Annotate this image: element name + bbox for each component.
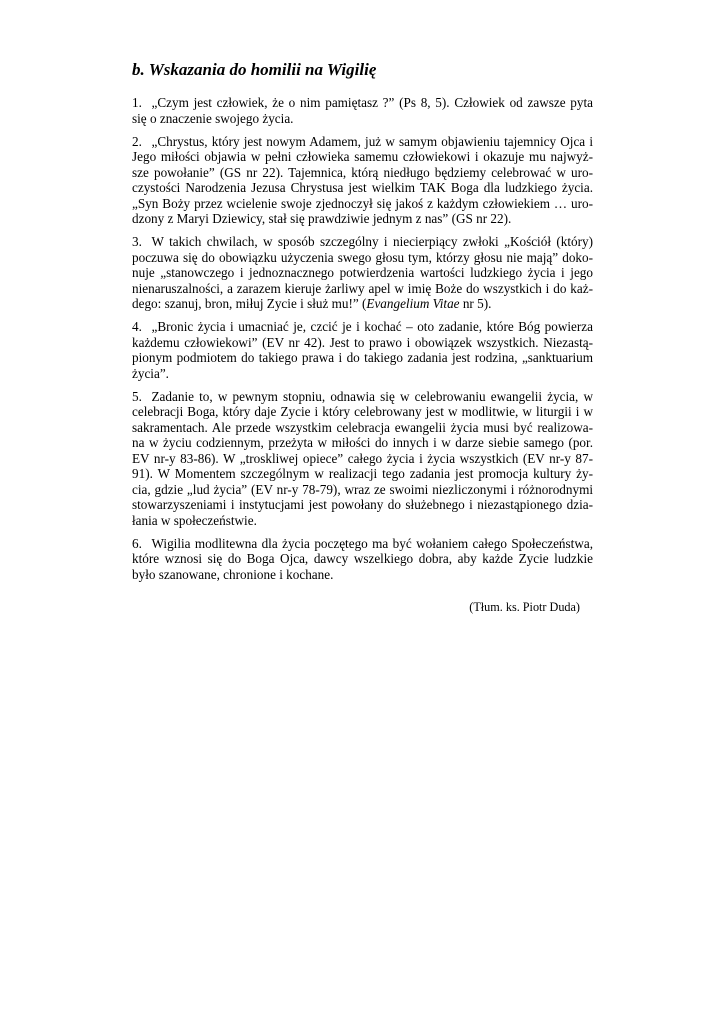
text-line: sze powołanie” (GS nr 22). Tajemnica, którą niedługo będziemy celebrować w uro- — [132, 164, 593, 180]
text-line: 91). W Momentem szczególnym w realizacji tego zadania jest promocja kultury ży- — [132, 466, 593, 481]
paragraph-number: 2. — [132, 133, 142, 149]
text-line — [132, 234, 593, 250]
text-line: celebracji Boga, który daje Zycie i który celebrowany jest w modlitwie, w liturgii i w — [132, 404, 593, 419]
text-line: „Syn Boży przez wcielenie swoje zjednoczył się jakoś z każdym człowiekiem … uro- — [132, 195, 593, 211]
line-text: Wigilia modlitewna dla życia poczętego ma być wołaniem całego Społeczeństwa, — [151, 535, 593, 551]
text-line: poczuwa się do obowiązku użyczenia swego głosu tym, którzy głosu nie mają” doko- — [132, 249, 593, 265]
text-line: stowarzyszeniami i instytucjami jest powołany do służebnego i niezastąpionego dzia- — [132, 497, 593, 512]
paragraph-5 — [132, 389, 593, 529]
text-line — [132, 536, 593, 552]
paragraph-2 — [132, 134, 593, 227]
line-text: Zadanie to, w pewnym stopniu, odnawia się w celebrowaniu ewangelii życia, w — [151, 388, 593, 404]
text-line: EV nr-y 83-86). W „troskliwej opiece” całego życia i życia wszystkich (EV nr-y 87- — [132, 450, 593, 466]
paragraph-number: 3. — [132, 234, 142, 249]
line-text: dego: szanuj, bron, miłuj Zycie i służ mu!” ( — [132, 296, 367, 311]
paragraph-number: 6. — [132, 535, 142, 551]
translator-credit: (Tłum. ks. Piotr Duda) — [469, 600, 580, 614]
paragraph-3 — [132, 234, 593, 312]
text-line: było szanowane, chronione i kochane. — [132, 566, 334, 582]
text-line — [132, 95, 593, 111]
text-line: sakramentach. Ale przede wszystkim celebracja ewangelii życia musi być realizowa- — [132, 419, 593, 435]
document-title: b. Wskazania do homilii na Wigilię — [132, 60, 377, 79]
text-line: czystości Narodzenia Jezusa Chrystusa jest wielkim TAK Boga dla ludzkiego życia. — [132, 180, 593, 195]
paragraph-6 — [132, 536, 593, 583]
text-line: łania w społeczeństwie. — [132, 512, 257, 528]
paragraph-number: 1. — [132, 95, 142, 110]
text-line: się o znaczenie swojego życia. — [132, 110, 294, 126]
paragraph-number: 5. — [132, 388, 142, 404]
text-line: Jego miłości objawia w pełni człowieka samemu człowiekowi i okazuje mu najwyż- — [132, 149, 593, 164]
line-text: W takich chwilach, w sposób szczególny i niecierpiący zwłoki „Kościół (który) — [151, 234, 593, 249]
text-line — [132, 296, 593, 312]
line-text: „Chrystus, który jest nowym Adamem, już w samym objawieniu tajemnicy Ojca i — [151, 133, 593, 149]
text-line — [132, 389, 593, 405]
text-line: dzony z Maryi Dziewicy, stał się prawdziwie jednym z nas” (GS nr 22). — [132, 211, 512, 226]
line-text: nr 5). — [459, 296, 492, 311]
text-line: nienaruszalności, a zarazem kieruje żarliwy apel w imię Boże do wszystkich i do każ- — [132, 280, 593, 296]
line-text: „Bronic życia i umacniać je, czcić je i kochać – oto zadanie, które Bóg powierza — [151, 319, 593, 334]
paragraph-4 — [132, 319, 593, 381]
text-line — [132, 134, 593, 150]
text-line: nuje „stanowczego i jednoznacznego potwierdzenia wartości ludzkiego życia i jego — [132, 265, 593, 280]
paragraph-number: 4. — [132, 319, 142, 334]
text-line: życia”. — [132, 365, 169, 381]
document-body — [132, 95, 593, 590]
text-line: które wznosi się do Boga Ojca, dawcy wszelkiego dobra, aby każde Zycie ludzkie — [132, 551, 593, 566]
text-line — [132, 319, 593, 335]
italic-citation: Evangelium Vitae — [366, 296, 460, 311]
text-line: cia, gdzie „lud życia” (EV nr-y 78-79), wraz ze swoimi niezliczonymi i różnorodnymi — [132, 481, 593, 497]
line-text: „Czym jest człowiek, że o nim pamiętasz ?” (Ps 8, 5). Człowiek od zawsze pyta — [151, 95, 593, 110]
text-line: każdemu człowiekowi” (EV nr 42). Jest to prawo i obowiązek wszystkich. Niezastą- — [132, 334, 593, 350]
paragraph-1 — [132, 95, 593, 126]
text-line: pionym podmiotem do takiego prawa i do takiego zadania jest rodzina, „sanktuarium — [132, 350, 593, 365]
text-line: na w życiu codziennym, przeżyta w miłości do innych i w darze siebie samego (por. — [132, 435, 593, 450]
